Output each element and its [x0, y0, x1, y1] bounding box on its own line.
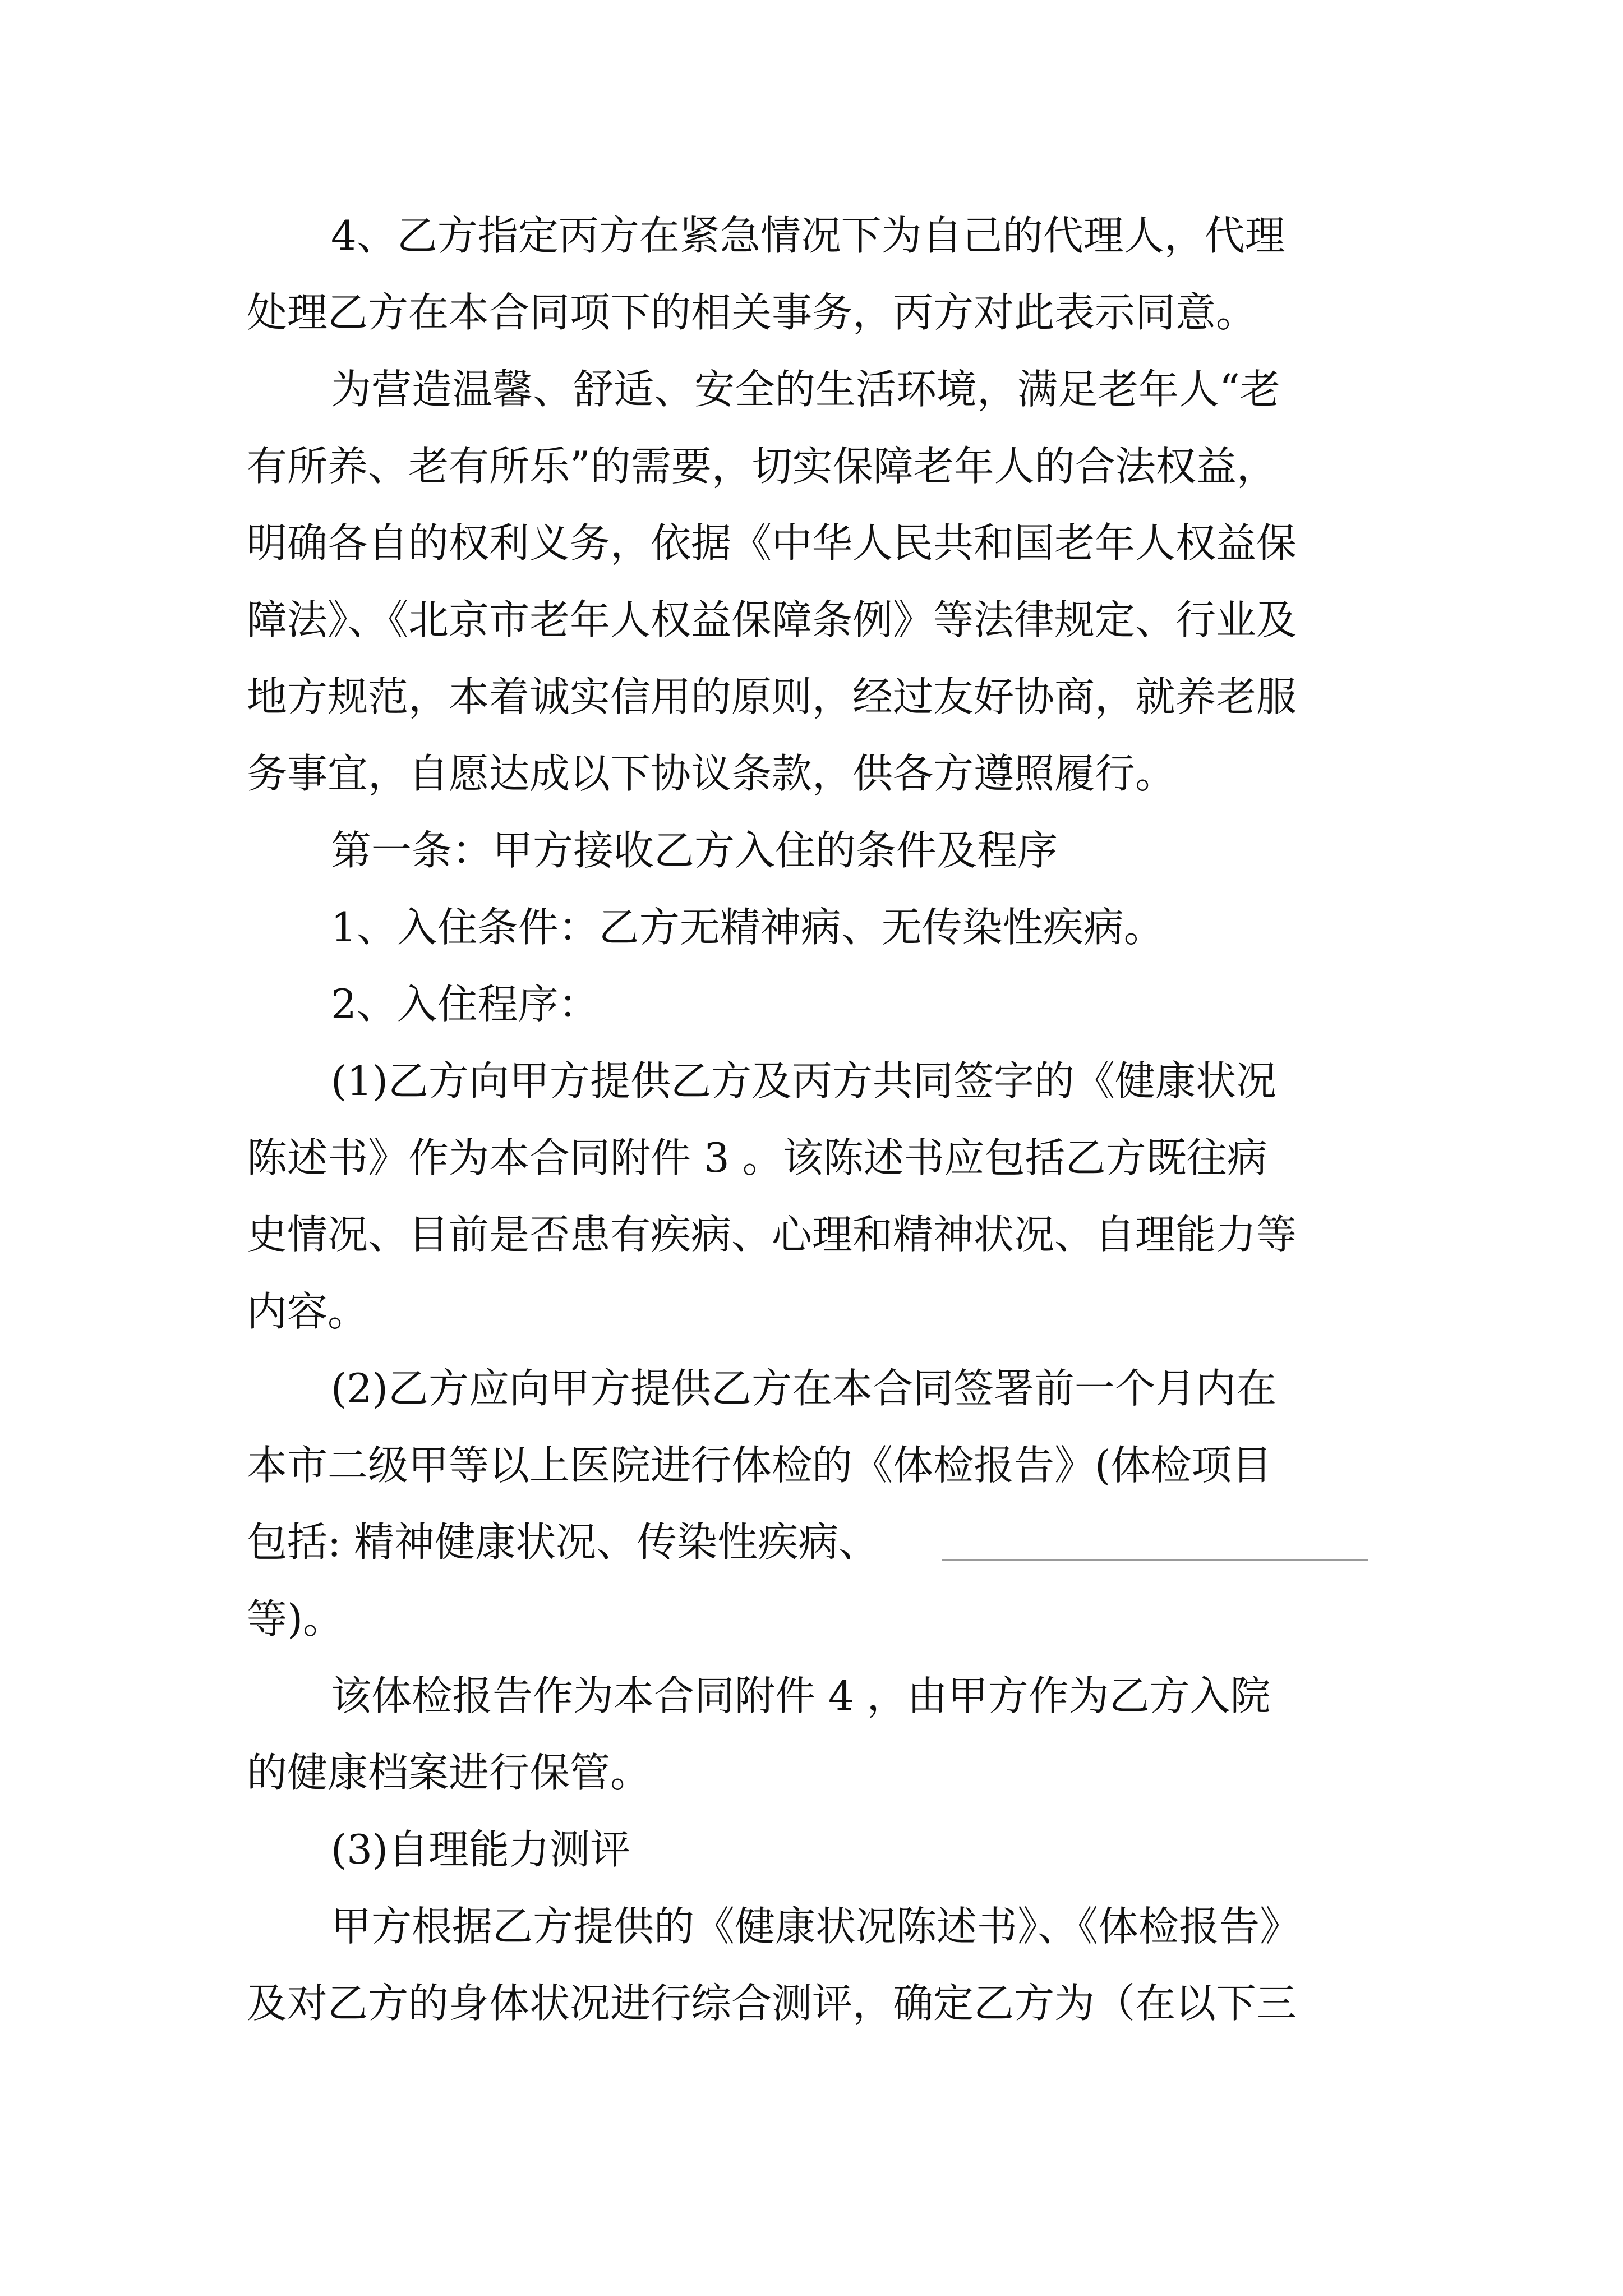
paragraph-line: 该体检报告作为本合同附件 4 ，由甲方作为乙方入院	[331, 1672, 1271, 1719]
paragraph-line: 务事宜，自愿达成以下协议条款，供各方遵照履行。	[247, 750, 1176, 797]
section-heading: 第一条：甲方接收乙方入住的条件及程序	[331, 827, 1058, 874]
paragraph-line: 等)。	[247, 1595, 344, 1642]
paragraph-line: 明确各自的权利义务，依据《中华人民共和国老年人权益保	[247, 519, 1297, 567]
subsection-heading: (3)自理能力测评	[331, 1826, 630, 1873]
paragraph-line: 障法》、《北京市老年人权益保障条例》等法律规定、行业及	[247, 596, 1297, 643]
paragraph-line: 4、乙方指定丙方在紧急情况下为自己的代理人，代理	[331, 212, 1285, 259]
paragraph-line: 及对乙方的身体状况进行综合测评，确定乙方为（在以下三	[247, 1980, 1297, 2027]
paragraph-line: 为营造温馨、舒适、安全的生活环境，满足老年人“老	[331, 366, 1280, 413]
paragraph-line: 包括: 精神健康状况、传染性疾病、	[247, 1519, 879, 1566]
paragraph-line: 有所养、老有所乐”的需要，切实保障老年人的合法权益，	[247, 443, 1277, 490]
paragraph-line: 的健康档案进行保管。	[247, 1749, 651, 1796]
paragraph-line: 地方规范，本着诚实信用的原则，经过友好协商，就养老服	[247, 673, 1297, 720]
paragraph-line: 2、入住程序：	[331, 981, 599, 1028]
paragraph-line: 陈述书》作为本合同附件 3 。该陈述书应包括乙方既往病	[247, 1134, 1267, 1181]
paragraph-line: (1)乙方向甲方提供乙方及丙方共同签字的《健康状况	[331, 1057, 1276, 1105]
paragraph-line: 1、入住条件：乙方无精神病、无传染性疾病。	[331, 904, 1164, 951]
paragraph-line: 史情况、目前是否患有疾病、心理和精神状况、自理能力等	[247, 1211, 1297, 1258]
paragraph-line: 内容。	[247, 1288, 368, 1335]
paragraph-line: 处理乙方在本合同项下的相关事务，丙方对此表示同意。	[247, 289, 1257, 336]
fill-in-blank	[942, 1559, 1368, 1561]
paragraph-line: (2)乙方应向甲方提供乙方在本合同签署前一个月内在	[331, 1365, 1276, 1412]
paragraph-line: 本市二级甲等以上医院进行体检的《体检报告》(体检项目	[247, 1442, 1272, 1489]
paragraph-line: 甲方根据乙方提供的《健康状况陈述书》、《体检报告》	[331, 1903, 1301, 1950]
